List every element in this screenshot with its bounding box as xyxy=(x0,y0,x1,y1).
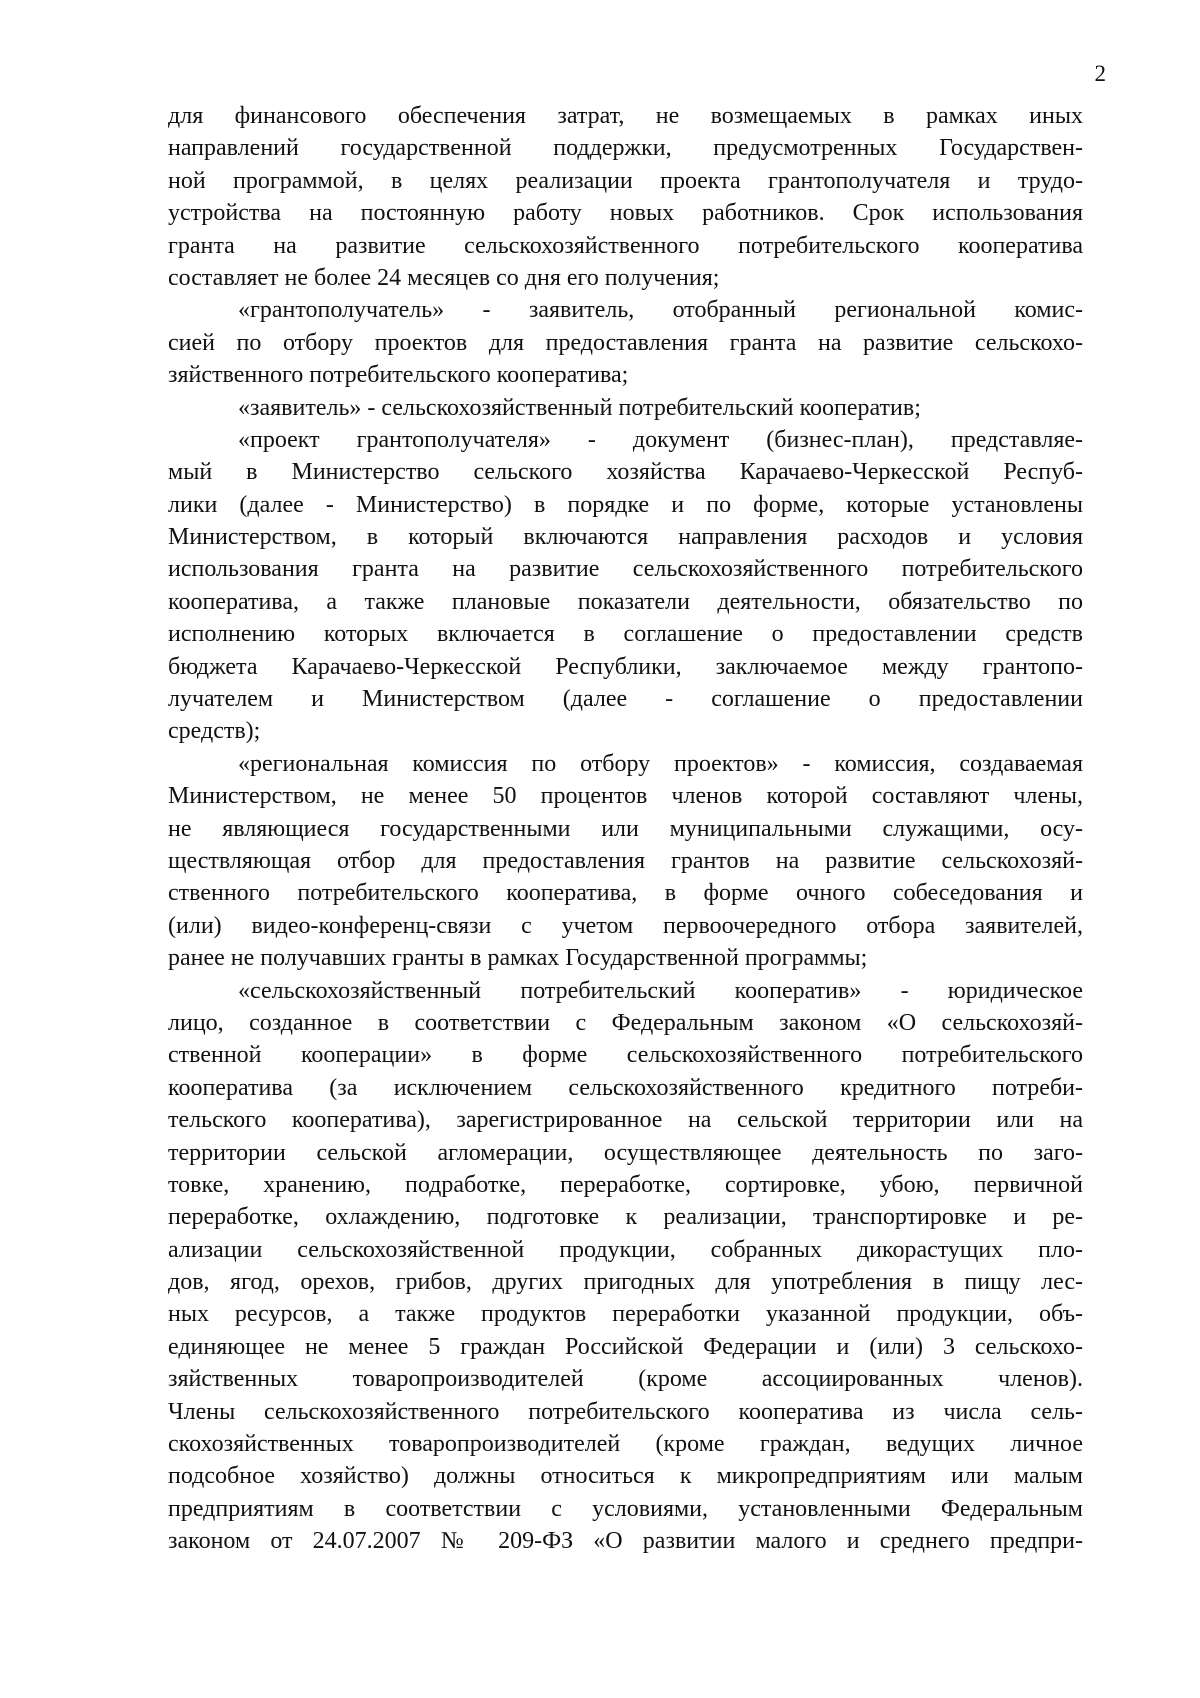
text-line: единяющее не менее 5 граждан Российской Федерации и (или) 3 сельскохо- xyxy=(168,1333,1083,1360)
text-line: Министерством, в который включаются направления расходов и условия xyxy=(168,524,1083,551)
text-line: ранее не получавших гранты в рамках Государственной программы; xyxy=(168,945,868,972)
text-line: направлений государственной поддержки, предусмотренных Государствен- xyxy=(168,135,1083,162)
text-line: для финансового обеспечения затрат, не возмещаемых в рамках иных xyxy=(168,103,1083,129)
text-line: зяйственного потребительского кооператива; xyxy=(168,362,629,389)
text-line: Министерством, не менее 50 процентов членов которой составляют члены, xyxy=(168,783,1083,810)
text-line: территории сельской агломерации, осуществляющее деятельность по заго- xyxy=(168,1139,1083,1166)
text-line: кооператива (за исключением сельскохозяйственного кредитного потреби- xyxy=(168,1074,1083,1101)
text-line: ственного потребительского кооператива, в форме очного собеседования и xyxy=(168,880,1083,907)
text-line: законом от 24.07.2007 № 209-ФЗ «О развитии малого и среднего предпри- xyxy=(168,1528,1083,1555)
text-line: лики (далее - Министерство) в порядке и по форме, которые установлены xyxy=(168,491,1083,518)
text-line: ственной кооперации» в форме сельскохозяйственного потребительского xyxy=(168,1042,1083,1069)
text-line: ализации сельскохозяйственной продукции, собранных дикорастущих пло- xyxy=(168,1236,1083,1263)
text-line: кооператива, а также плановые показатели деятельности, обязательство по xyxy=(168,588,1083,615)
text-line: «проект грантополучателя» - документ (бизнес-план), представляе- xyxy=(238,426,1083,453)
document-body xyxy=(168,100,1083,1558)
text-line: дов, ягод, орехов, грибов, других пригодных для употребления в пищу лес- xyxy=(168,1269,1083,1296)
text-line: использования гранта на развитие сельскохозяйственного потребительского xyxy=(168,556,1083,583)
text-line: ществляющая отбор для предоставления грантов на развитие сельскохозяй- xyxy=(168,847,1083,874)
text-line: тельского кооператива), зарегистрированное на сельской территории или на xyxy=(168,1107,1083,1134)
text-line: бюджета Карачаево-Черкесской Республики, заключаемое между грантопо- xyxy=(168,653,1083,680)
text-line: «сельскохозяйственный потребительский кооператив» - юридическое xyxy=(238,977,1083,1004)
text-line: товке, хранению, подработке, переработке, сортировке, убою, первичной xyxy=(168,1171,1083,1198)
text-line: ной программой, в целях реализации проекта грантополучателя и трудо- xyxy=(168,167,1083,194)
text-line: зяйственных товаропроизводителей (кроме ассоциированных членов). xyxy=(168,1366,1083,1393)
text-line: «заявитель» - сельскохозяйственный потребительский кооператив; xyxy=(238,394,921,421)
text-line: предприятиям в соответствии с условиями, установленными Федеральным xyxy=(168,1495,1083,1522)
text-line: Члены сельскохозяйственного потребительского кооператива из числа сель- xyxy=(168,1398,1083,1425)
text-line: ных ресурсов, а также продуктов переработки указанной продукции, объ- xyxy=(168,1301,1083,1328)
page-number: 2 xyxy=(1094,61,1106,86)
text-line: не являющиеся государственными или муниципальными служащими, осу- xyxy=(168,815,1083,842)
text-line: лицо, созданное в соответствии с Федеральным законом «О сельскохозяй- xyxy=(168,1009,1083,1036)
text-line: средств); xyxy=(168,718,261,745)
text-line: скохозяйственных товаропроизводителей (кроме граждан, ведущих личное xyxy=(168,1431,1083,1458)
text-line: (или) видео-конференц-связи с учетом первоочередного отбора заявителей, xyxy=(168,912,1083,939)
text-line: исполнению которых включается в соглашение о предоставлении средств xyxy=(168,621,1083,648)
text-line: сией по отбору проектов для предоставления гранта на развитие сельскохо- xyxy=(168,329,1083,356)
text-line: составляет не более 24 месяцев со дня его получения; xyxy=(168,264,720,291)
text-line: подсобное хозяйство) должны относиться к микропредприятиям или малым xyxy=(168,1463,1083,1490)
text-line: гранта на развитие сельскохозяйственного потребительского кооператива xyxy=(168,232,1083,259)
text-line: переработке, охлаждению, подготовке к реализации, транспортировке и ре- xyxy=(168,1204,1083,1231)
text-line: устройства на постоянную работу новых работников. Срок использования xyxy=(168,200,1083,227)
text-line: мый в Министерство сельского хозяйства Карачаево-Черкесской Респуб- xyxy=(168,459,1083,486)
text-line: «грантополучатель» - заявитель, отобранный региональной комис- xyxy=(238,297,1083,324)
text-line: «региональная комиссия по отбору проектов» - комиссия, создаваемая xyxy=(238,750,1083,777)
text-line: лучателем и Министерством (далее - соглашение о предоставлении xyxy=(168,686,1083,713)
